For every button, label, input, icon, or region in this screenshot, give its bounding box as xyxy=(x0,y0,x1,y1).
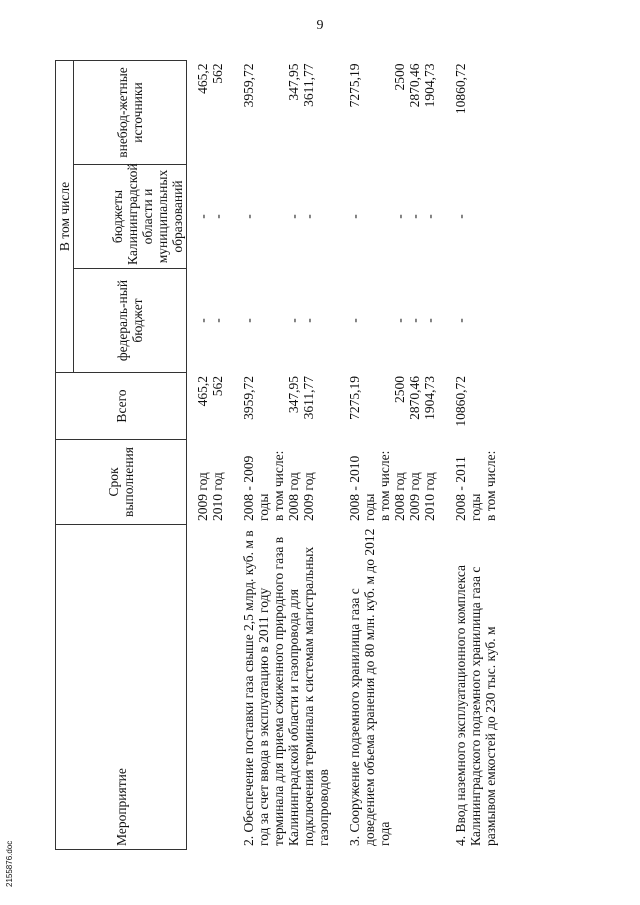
page-number: 9 xyxy=(316,18,324,33)
document-id: 2155876.doc xyxy=(5,840,14,887)
event-cell: 2. Обеспечение поставки газа свыше 2,5 млрд. куб. м в год за счет ввода в эксплуатацию в 2011 году терминала для приема сжиженного природного газа в Калининградской области и газопровода для подключения терминала к системам магистральных газопроводов xyxy=(241,530,331,846)
table-row xyxy=(445,61,506,850)
header-including: В том числе xyxy=(56,61,74,373)
federal-cell: - xyxy=(453,318,468,323)
regional-cell: - xyxy=(453,214,468,219)
total-cell: 3959,72 347,95 3611,77 xyxy=(241,376,316,420)
table-row xyxy=(187,61,234,850)
term-cell: 2008 - 2010 годы в том числе: 2008 год 2009 год 2010 год xyxy=(347,450,437,521)
header-term: Срок выполнения xyxy=(56,440,187,525)
table-row xyxy=(233,61,339,850)
header-federal: федераль-ный бюджет xyxy=(74,269,187,373)
total-cell: 465,2 562 xyxy=(195,376,225,407)
external-cell: 3959,72 347,95 3611,77 xyxy=(241,63,316,108)
table-row xyxy=(339,61,445,850)
funding-table xyxy=(55,60,506,850)
event-cell: 4. Ввод наземного эксплуатационного комплекса Калининградского подземного хранилища газа с размывом емкостей до 230 тыс. куб. м xyxy=(453,565,498,846)
external-cell: 465,2 562 xyxy=(195,63,225,94)
regional-cell: - - xyxy=(195,214,225,219)
term-cell: 2009 год 2010 год xyxy=(195,472,225,521)
header-external: внебюд-жетные источники xyxy=(74,61,187,165)
total-cell: 7275,19 2500 2870,46 1904,73 xyxy=(347,376,437,420)
header-total: Всего xyxy=(56,373,187,440)
term-cell: 2008 - 2011 годы в том числе: xyxy=(453,450,498,521)
event-cell xyxy=(187,525,234,850)
federal-cell: - - - - xyxy=(347,318,437,323)
rotated-table-page xyxy=(55,60,583,850)
header-regional: бюджеты Калининградской области и муниципальных образований xyxy=(74,165,187,269)
external-cell: 10860,72 xyxy=(453,63,468,115)
term-cell: 2008 - 2009 годы в том числе: 2008 год 2009 год xyxy=(241,450,316,521)
header-event: Мероприятие xyxy=(56,525,187,850)
regional-cell: - - - xyxy=(241,214,316,219)
federal-cell: - - - xyxy=(241,318,316,323)
external-cell: 7275,19 2500 2870,46 1904,73 xyxy=(347,63,437,108)
regional-cell: - - - - xyxy=(347,214,437,219)
event-cell: 3. Сооружение подземного хранилища газа с доведением объема хранения до 80 млн. куб. м до 2012 года xyxy=(347,528,392,846)
federal-cell: - - xyxy=(195,318,225,323)
total-cell: 10860,72 xyxy=(453,376,468,427)
